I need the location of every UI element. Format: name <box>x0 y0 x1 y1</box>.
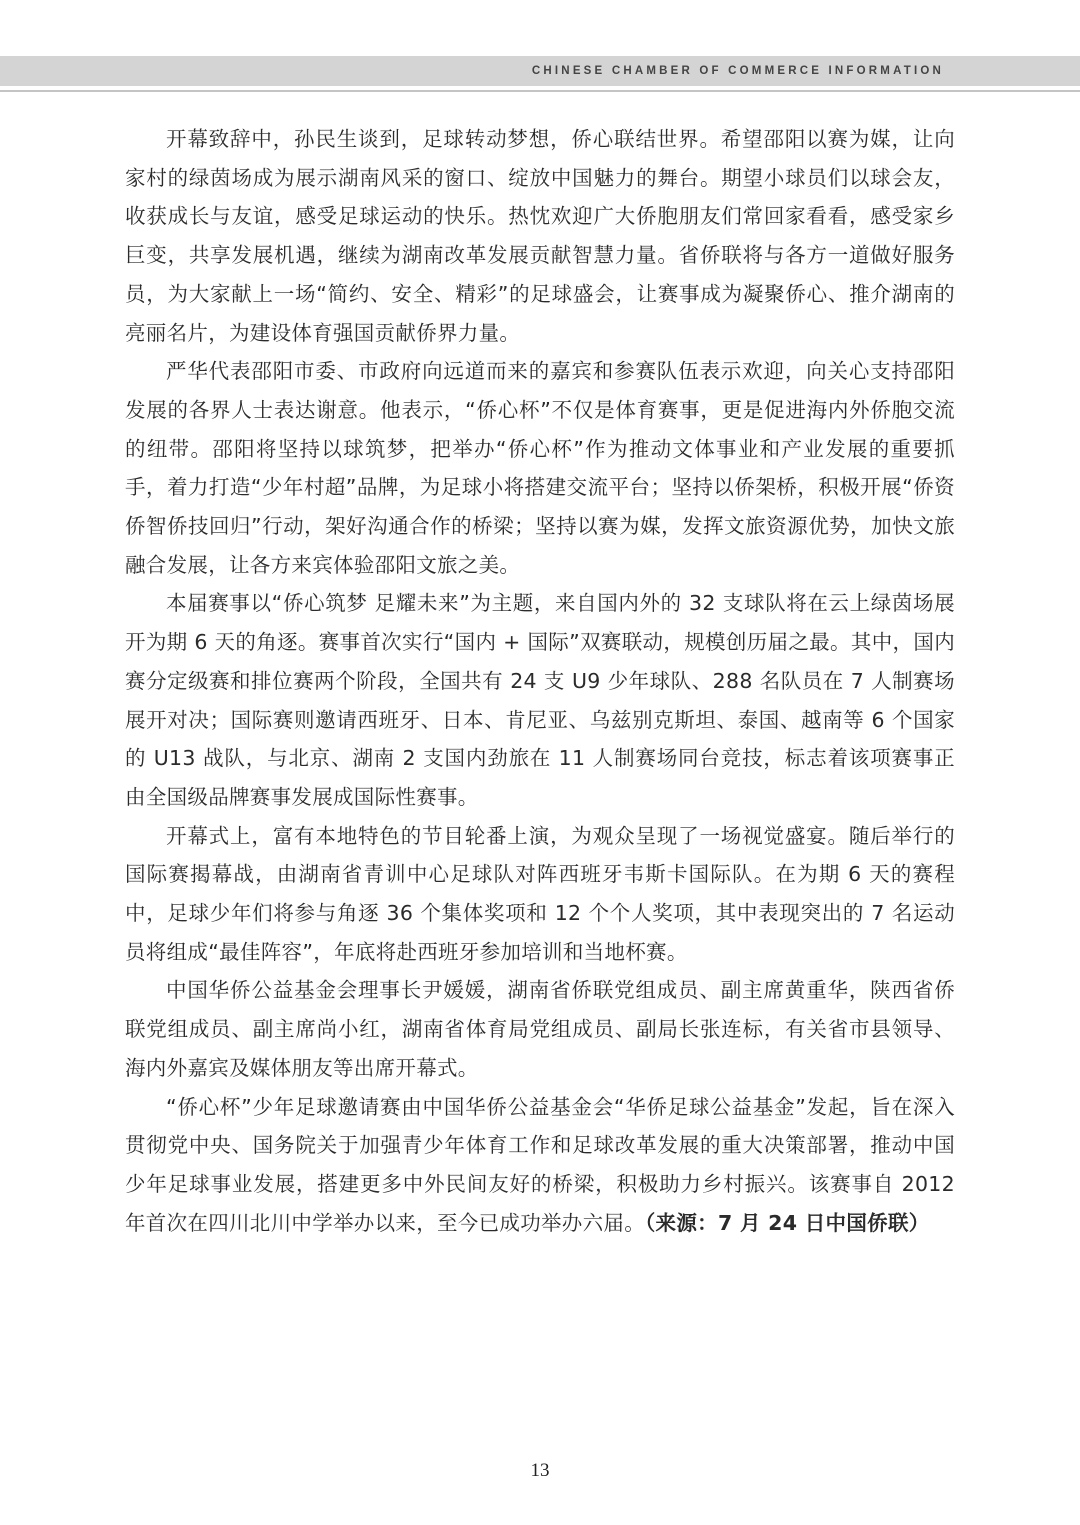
paragraph: 开幕式上，富有本地特色的节目轮番上演，为观众呈现了一场视觉盛宴。随后举行的国际赛揭幕战，由湖南省青训中心足球队对阵西班牙韦斯卡国际队。在为期 6 天的赛程中，足球少年们将参与角逐 36 个集体奖项和 12 个个人奖项，其中表现突出的 7 名运动员将组成“最佳阵容”，年底将赴西班牙参加培训和当地杯赛。 <box>125 823 955 964</box>
article-body <box>125 120 955 1242</box>
paragraph: 开幕致辞中，孙民生谈到，足球转动梦想，侨心联结世界。希望邵阳以赛为媒，让向家村的绿茵场成为展示湖南风采的窗口、绽放中国魅力的舞台。期望小球员们以球会友，收获成长与友谊，感受足球运动的快乐。热忱欢迎广大侨胞朋友们常回家看看，感受家乡巨变，共享发展机遇，继续为湖南改革发展贡献智慧力量。省侨联将与各方一道做好服务员，为大家献上一场“简约、安全、精彩”的足球盛会，让赛事成为凝聚侨心、推介湖南的亮丽名片，为建设体育强国贡献侨界力量。 <box>125 127 955 345</box>
source-note: （来源：7 月 24 日中国侨联） <box>645 1210 930 1235</box>
paragraph: 本届赛事以“侨心筑梦 足耀未来”为主题，来自国内外的 32 支球队将在云上绿茵场展开为期 6 天的角逐。赛事首次实行“国内 + 国际”双赛联动，规模创历届之最。其中，国内赛分定级赛和排位赛两个阶段，全国共有 24 支 U9 少年球队、288 名队员在 7 人制赛场展开对决；国际赛则邀请西班牙、日本、肯尼亚、乌兹别克斯坦、泰国、越南等 6 个国家的 U13 战队，与北京、湖南 2 支国内劲旅在 11 人制赛场同台竞技，标志着该项赛事正由全国级品牌赛事发展成国际性赛事。 <box>125 591 955 809</box>
page-number: 13 <box>530 1460 550 1481</box>
paragraph-text: “侨心杯”少年足球邀请赛由中国华侨公益基金会“华侨足球公益基金”发起，旨在深入贯彻党中央、国务院关于加强青少年体育工作和足球改革发展的重大决策部署，推动中国少年足球事业发展，搭建更多中外民间友好的桥梁，积极助力乡村振兴。该赛事自 2012 年首次在四川北川中学举办以来，至今已成功举办六届。 <box>125 1094 955 1235</box>
header-divider <box>0 90 1080 92</box>
running-title: CHINESE CHAMBER OF COMMERCE INFORMATION <box>531 65 944 77</box>
paragraph-last <box>125 1088 955 1243</box>
paragraph: 严华代表邵阳市委、市政府向远道而来的嘉宾和参赛队伍表示欢迎，向关心支持邵阳发展的各界人士表达谢意。他表示，“侨心杯”不仅是体育赛事，更是促进海内外侨胞交流的纽带。邵阳将坚持以球筑梦，把举办“侨心杯”作为推动文体事业和产业发展的重要抓手，着力打造“少年村超”品牌，为足球小将搭建交流平台；坚持以侨架桥，积极开展“侨资侨智侨技回归”行动，架好沟通合作的桥梁；坚持以赛为媒，发挥文旅资源优势，加快文旅融合发展，让各方来宾体验邵阳文旅之美。 <box>125 359 955 577</box>
paragraph: 中国华侨公益基金会理事长尹媛媛，湖南省侨联党组成员、副主席黄重华，陕西省侨联党组成员、副主席尚小红，湖南省体育局党组成员、副局长张连标，有关省市县领导、海内外嘉宾及媒体朋友等出席开幕式。 <box>125 978 955 1080</box>
